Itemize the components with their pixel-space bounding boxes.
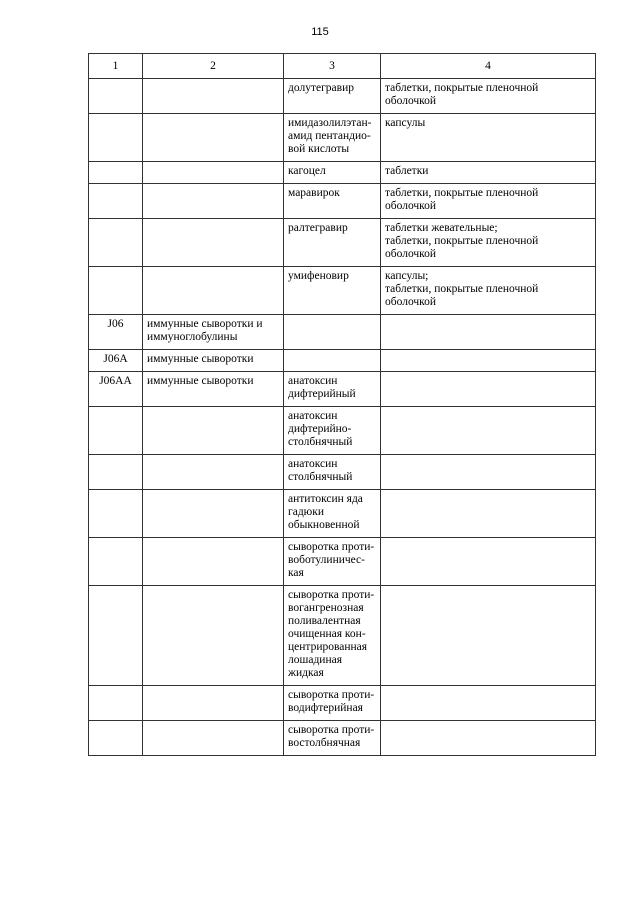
- group-cell: [143, 686, 284, 721]
- dosage-form-cell: [381, 490, 596, 538]
- drug-name-cell: анатоксин столбнячный: [284, 455, 381, 490]
- table-row: [89, 407, 596, 455]
- dosage-form-cell: [381, 407, 596, 455]
- table-row: [89, 721, 596, 756]
- drug-name-cell: [284, 315, 381, 350]
- drug-name-cell: антитоксин яда гадюки обыкновенной: [284, 490, 381, 538]
- drug-name-cell: сыворотка проти- вогангренозная поливалентная очищенная кон- центрированная лошадиная жидкая: [284, 586, 381, 686]
- dosage-form-cell: таблетки, покрытые пленочной оболочкой: [381, 79, 596, 114]
- group-cell: иммунные сыворотки и иммуноглобулины: [143, 315, 284, 350]
- atc-code-cell: J06A: [89, 350, 143, 372]
- dosage-form-cell: [381, 350, 596, 372]
- group-cell: [143, 407, 284, 455]
- column-header: 2: [143, 54, 284, 79]
- drug-name-cell: умифеновир: [284, 267, 381, 315]
- table-row: [89, 538, 596, 586]
- group-cell: [143, 490, 284, 538]
- table-row: [89, 686, 596, 721]
- drug-name-cell: сыворотка проти- востолбнячная: [284, 721, 381, 756]
- group-cell: [143, 114, 284, 162]
- drug-name-cell: кагоцел: [284, 162, 381, 184]
- table-row: [89, 350, 596, 372]
- column-header: 1: [89, 54, 143, 79]
- atc-code-cell: J06AA: [89, 372, 143, 407]
- atc-code-cell: [89, 721, 143, 756]
- atc-code-cell: [89, 490, 143, 538]
- drug-name-cell: имидазолилэтан- амид пентандио- вой кислоты: [284, 114, 381, 162]
- group-cell: иммунные сыворотки: [143, 372, 284, 407]
- atc-code-cell: [89, 79, 143, 114]
- drug-name-cell: долутегравир: [284, 79, 381, 114]
- dosage-form-cell: [381, 586, 596, 686]
- dosage-form-cell: капсулы; таблетки, покрытые пленочной оболочкой: [381, 267, 596, 315]
- drug-name-cell: анатоксин дифтерийно- столбнячный: [284, 407, 381, 455]
- group-cell: [143, 79, 284, 114]
- atc-code-cell: [89, 407, 143, 455]
- table-row: [89, 79, 596, 114]
- dosage-form-cell: капсулы: [381, 114, 596, 162]
- drug-name-cell: анатоксин дифтерийный: [284, 372, 381, 407]
- group-cell: [143, 219, 284, 267]
- drug-name-cell: сыворотка проти- воботулиничес- кая: [284, 538, 381, 586]
- page-number: 115: [311, 26, 329, 38]
- atc-code-cell: [89, 162, 143, 184]
- dosage-form-cell: таблетки жевательные; таблетки, покрытые пленочной оболочкой: [381, 219, 596, 267]
- dosage-form-cell: [381, 686, 596, 721]
- table-row: [89, 162, 596, 184]
- drug-name-cell: маравирок: [284, 184, 381, 219]
- drug-table: [88, 53, 596, 756]
- group-cell: [143, 455, 284, 490]
- table-row: [89, 586, 596, 686]
- atc-code-cell: [89, 114, 143, 162]
- dosage-form-cell: [381, 721, 596, 756]
- group-cell: [143, 538, 284, 586]
- dosage-form-cell: [381, 538, 596, 586]
- table-row: [89, 267, 596, 315]
- group-cell: иммунные сыворотки: [143, 350, 284, 372]
- dosage-form-cell: [381, 455, 596, 490]
- table-row: [89, 490, 596, 538]
- drug-name-cell: сыворотка проти- водифтерийная: [284, 686, 381, 721]
- atc-code-cell: [89, 586, 143, 686]
- table-row: [89, 315, 596, 350]
- group-cell: [143, 586, 284, 686]
- table-row: [89, 219, 596, 267]
- group-cell: [143, 184, 284, 219]
- dosage-form-cell: таблетки: [381, 162, 596, 184]
- atc-code-cell: [89, 455, 143, 490]
- group-cell: [143, 267, 284, 315]
- group-cell: [143, 721, 284, 756]
- drug-name-cell: ралтегравир: [284, 219, 381, 267]
- column-header: 4: [381, 54, 596, 79]
- atc-code-cell: [89, 184, 143, 219]
- atc-code-cell: [89, 538, 143, 586]
- drug-name-cell: [284, 350, 381, 372]
- table-row: [89, 114, 596, 162]
- dosage-form-cell: таблетки, покрытые пленочной оболочкой: [381, 184, 596, 219]
- table-row: [89, 184, 596, 219]
- atc-code-cell: [89, 686, 143, 721]
- atc-code-cell: J06: [89, 315, 143, 350]
- atc-code-cell: [89, 267, 143, 315]
- column-header: 3: [284, 54, 381, 79]
- atc-code-cell: [89, 219, 143, 267]
- table-header-row: [89, 54, 596, 79]
- group-cell: [143, 162, 284, 184]
- dosage-form-cell: [381, 315, 596, 350]
- table-row: [89, 455, 596, 490]
- table-row: [89, 372, 596, 407]
- dosage-form-cell: [381, 372, 596, 407]
